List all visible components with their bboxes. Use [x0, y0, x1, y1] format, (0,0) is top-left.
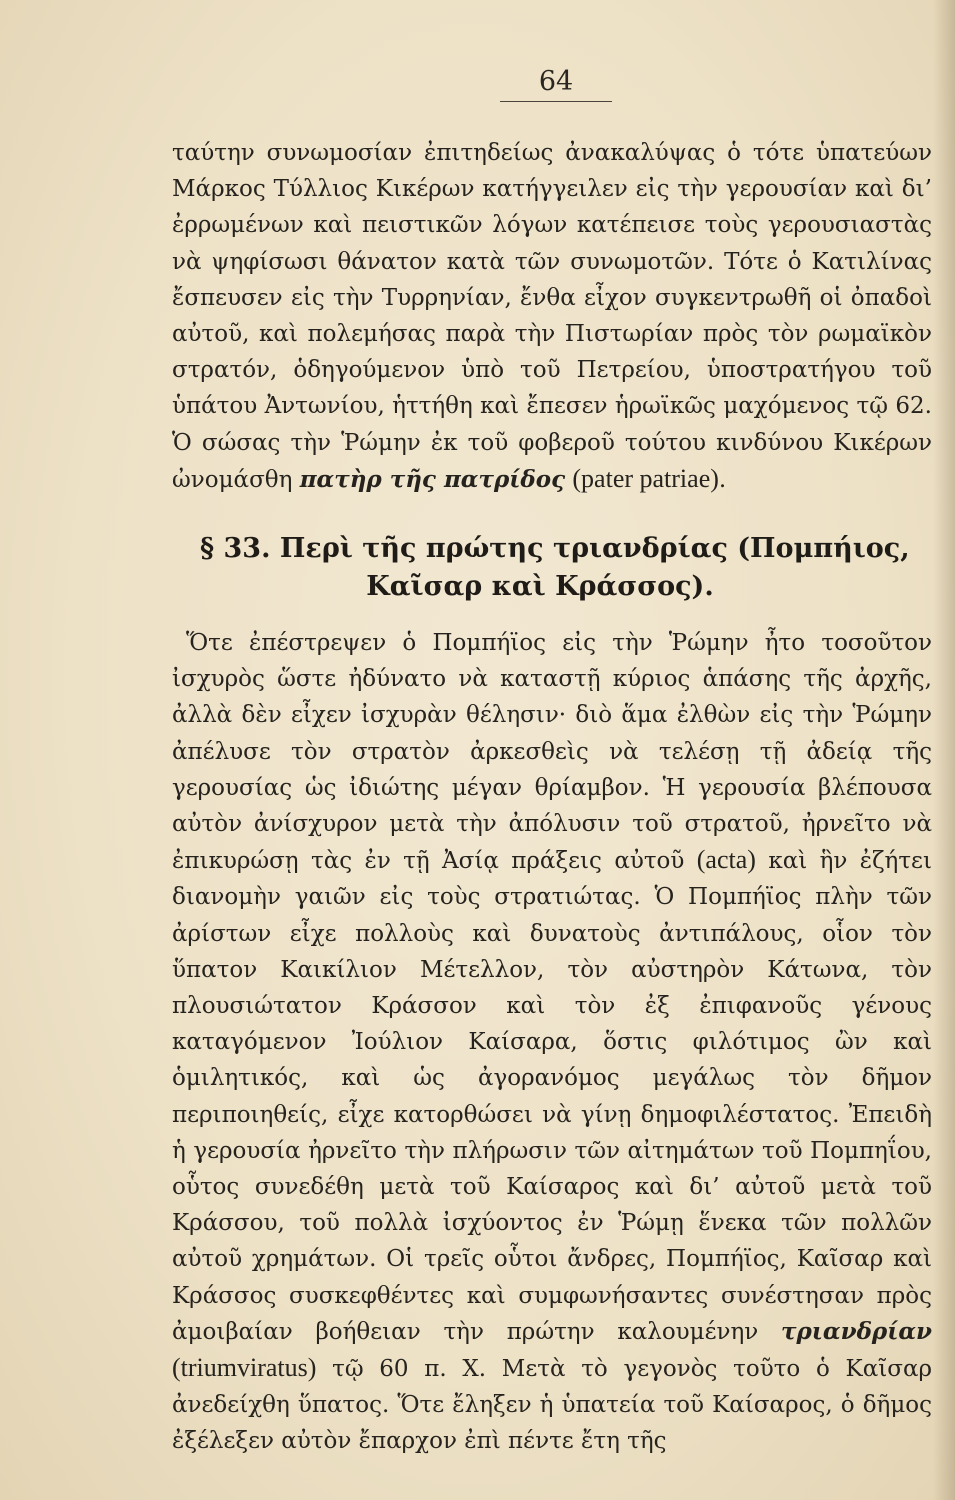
paragraph-2	[172, 625, 932, 1460]
section-heading	[200, 530, 920, 606]
page-number-rule	[500, 101, 612, 102]
paragraph-1-latin: (pater patriae)	[572, 463, 719, 493]
page-number: 64	[538, 66, 574, 97]
section-title-line1: Περὶ τῆς πρώτης τριανδρίας (Πομπήιος,	[279, 533, 910, 564]
paragraph-2-part1: Ὅτε ἐπέστρεψεν ὁ Πομπήϊος εἰς τὴν Ῥώμην ἦτο τοσοῦτον ἰσχυρὸς ὥστε ἠδύνατο νὰ καταστῇ κύριος ἁπάσης τῆς ἀρχῆς, ἀλλὰ δὲν εἶχεν ἰσχυρὰν θέλησιν· διὸ ἅμα ἐλθὼν εἰς τὴν Ῥώμην ἀπέλυσε τὸν στρατὸν ἀρκεσθεὶς νὰ τελέσῃ τῇ ἀδείᾳ τῆς γερουσίας ὡς ἰδιώτης μέγαν θρίαμβον. Ἡ γερουσία βλέπουσα αὐτὸν ἀνίσχυρον μετὰ τὴν ἀπόλυσιν τοῦ στρατοῦ, ἠρνεῖτο νὰ ἐπικυρώσῃ τὰς ἐν τῇ Ἀσίᾳ πράξεις αὐτοῦ	[172, 630, 932, 875]
spine-shadow	[933, 0, 955, 1500]
paragraph-2-latin-acta: (acta)	[696, 845, 756, 875]
paragraph-2-part2: καὶ ἣν ἐζήτει διανομὴν γαιῶν εἰς τοὺς στρατιώτας. Ὁ Πομπήϊος πλὴν τῶν ἀρίστων εἶχε πολλοὺς καὶ δυνατοὺς ἀντιπάλους, οἷον τὸν ὕπατον Καικίλιον Μέτελλον, τὸν αὐστηρὸν Κάτωνα, τὸν πλουσιώτατον Κράσσον καὶ τὸν ἐξ ἐπιφανοῦς γένους καταγόμενον Ἰούλιον Καίσαρα, ὅστις φιλότιμος ὢν καὶ ὁμιλητικός, καὶ ὡς ἀγορανόμος μεγάλως τὸν δῆμον περιποιηθείς, εἶχε κατορθώσει νὰ γίνῃ δημοφιλέστατος. Ἐπειδὴ ἡ γερουσία ἠρνεῖτο τὴν πλήρωσιν τῶν αἰτημάτων τοῦ Πομπηΐου, οὗτος συνεδέθη μετὰ τοῦ Καίσαρος καὶ δι’ αὐτοῦ μετὰ τοῦ Κράσσου, τοῦ πολλὰ ἰσχύοντος ἐν Ῥώμῃ ἕνεκα τῶν πολλῶν αὐτοῦ χρημάτων. Οἱ τρεῖς οὗτοι ἄνδρες, Πομπήϊος, Καῖσαρ καὶ Κράσσος συσκεφθέντες καὶ συμφωνήσαντες συνέστησαν πρὸς ἀμοιβαίαν βοήθειαν τὴν πρώτην καλουμένην	[172, 848, 932, 1345]
section-title-line2: Καῖσαρ καὶ Κράσσος).	[366, 571, 714, 602]
paragraph-2-part3: τῷ 60 π. Χ. Μετὰ τὸ γεγονὸς τοῦτο ὁ Καῖσαρ ἀνεδείχθη ὕπατος. Ὅτε ἔληξεν ἡ ὑπατεία τοῦ Καίσαρος, ὁ δῆμος ἐξέλεξεν αὐτὸν ἔπαρχον ἐπὶ πέντε ἔτη τῆς	[172, 1356, 932, 1455]
section-number: § 33.	[200, 533, 271, 564]
paragraph-1	[172, 135, 932, 498]
paragraph-1-emphasis: πατὴρ τῆς πατρίδος	[299, 465, 566, 493]
paragraph-1-end: .	[718, 466, 727, 493]
paragraph-2-emphasis: τριανδρίαν	[781, 1317, 932, 1345]
paragraph-1-text: ταύτην συνωμοσίαν ἐπιτηδείως ἀνακαλύψας ὁ τότε ὑπατεύων Μάρκος Τύλλιος Κικέρων κατήγγειλεν εἰς τὴν γερουσίαν καὶ δι’ ἐρρωμένων καὶ πειστικῶν λόγων κατέπεισε τοὺς γερουσιαστὰς νὰ ψηφίσωσι θάνατον κατὰ τῶν συνωμοτῶν. Τότε ὁ Κατιλίνας ἔσπευσεν εἰς τὴν Τυρρηνίαν, ἔνθα εἶχον συγκεντρωθῆ οἱ ὀπαδοὶ αὐτοῦ, καὶ πολεμήσας παρὰ τὴν Πιστωρίαν πρὸς τὸν ρωμαϊκὸν στρατόν, ὁδηγούμενον ὑπὸ τοῦ Πετρείου, ὑποστρατήγου τοῦ ὑπάτου Ἀντωνίου, ἡττήθη καὶ ἔπεσεν ἡρωϊκῶς μαχόμενος τῷ 62. Ὁ σώσας τὴν Ῥώμην ἐκ τοῦ φοβεροῦ τούτου κινδύνου Κικέρων ὠνομάσθη	[172, 140, 932, 493]
paragraph-2-latin-triumviratus: (triumviratus)	[172, 1353, 317, 1383]
